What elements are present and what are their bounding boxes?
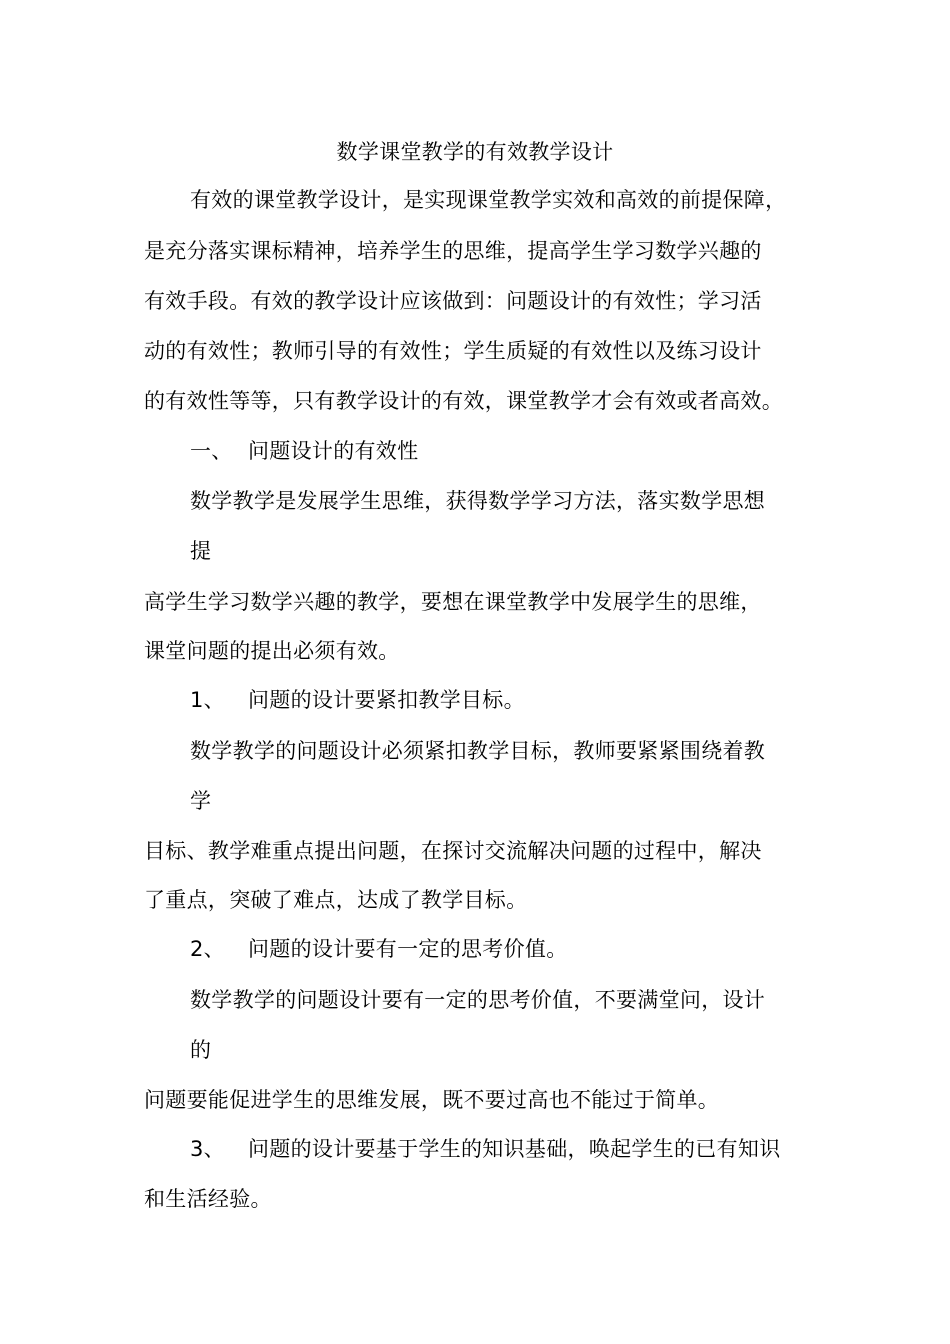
section-number: 一、 [190, 439, 233, 463]
intro-line: 动的有效性；教师引导的有效性；学生质疑的有效性以及练习设计 [144, 339, 762, 363]
item-heading [190, 1136, 781, 1162]
intro-line: 是充分落实课标精神，培养学生的思维，提高学生学习数学兴趣的 [144, 239, 762, 263]
paragraph-line: 学 [190, 789, 212, 813]
intro-line: 有效手段。有效的教学设计应该做到：问题设计的有效性；学习活 [144, 289, 762, 313]
item-heading [190, 687, 525, 713]
item-number: 1、 [190, 688, 225, 712]
section-heading-text: 问题设计的有效性 [248, 439, 419, 463]
item-number: 3、 [190, 1137, 225, 1161]
intro-line: 有效的课堂教学设计，是实现课堂教学实效和高效的前提保障， [190, 188, 787, 212]
paragraph-line: 目标、教学难重点提出问题，在探讨交流解决问题的过程中，解决 [144, 839, 762, 863]
paragraph-line: 提 [190, 539, 212, 563]
item-heading [190, 936, 568, 962]
paragraph-line: 了重点，突破了难点，达成了教学目标。 [144, 888, 528, 912]
item-heading-text: 问题的设计要有一定的思考价值。 [248, 937, 568, 961]
item-heading-text: 问题的设计要基于学生的知识基础，唤起学生的已有知识 [248, 1137, 781, 1161]
intro-line: 的有效性等等，只有教学设计的有效，课堂教学才会有效或者高效。 [144, 389, 783, 413]
document-title: 数学课堂教学的有效教学设计 [336, 140, 614, 164]
paragraph-line: 数学教学是发展学生思维，获得数学学习方法，落实数学思想 [190, 489, 766, 513]
paragraph-line: 高学生学习数学兴趣的教学，要想在课堂教学中发展学生的思维， [144, 590, 762, 614]
paragraph-line: 的 [190, 1038, 212, 1062]
paragraph-line: 数学教学的问题设计必须紧扣教学目标，教师要紧紧围绕着教 [190, 739, 766, 763]
item-number: 2、 [190, 937, 225, 961]
paragraph-line: 问题要能促进学生的思维发展，既不要过高也不能过于简单。 [144, 1088, 720, 1112]
paragraph-line: 数学教学的问题设计要有一定的思考价值，不要满堂问，设计 [190, 988, 766, 1012]
paragraph-line: 课堂问题的提出必须有效。 [144, 639, 400, 663]
paragraph-line: 和生活经验。 [144, 1187, 272, 1211]
item-heading-text: 问题的设计要紧扣教学目标。 [248, 688, 525, 712]
section-heading [190, 438, 418, 464]
